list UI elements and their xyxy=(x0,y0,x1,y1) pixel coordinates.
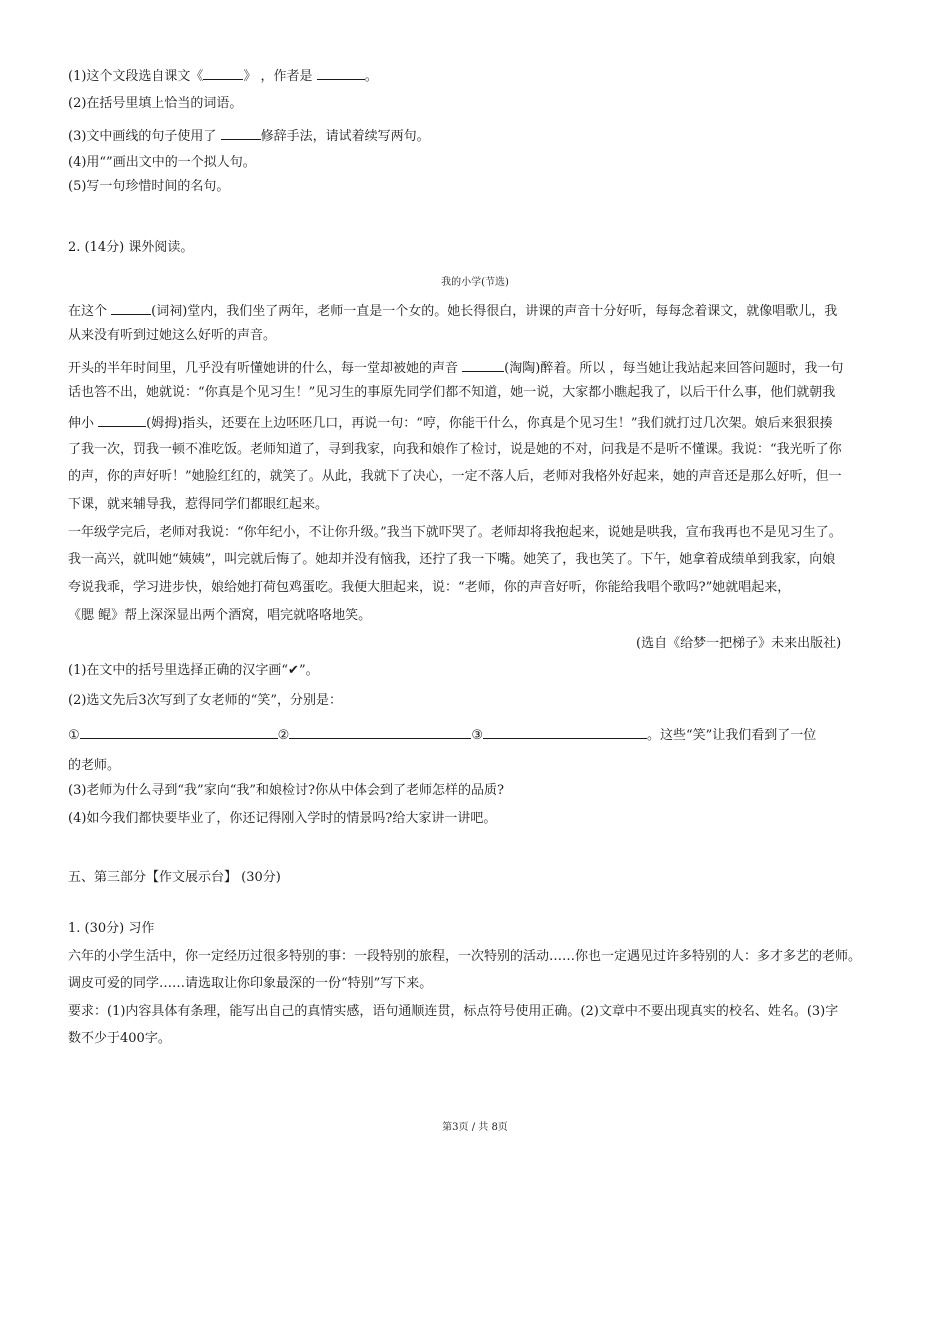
answer-blank[interactable] xyxy=(221,126,261,140)
sub-question-2-end: 的老师。 xyxy=(68,758,121,773)
answer-blank[interactable] xyxy=(289,725,471,739)
page-number: 第3页 / 共 8页 xyxy=(442,1122,508,1133)
essay-question-header: 1. (30分) 习作 xyxy=(68,921,155,936)
answer-blank[interactable] xyxy=(98,413,146,427)
q-prev-item-1 xyxy=(68,66,378,85)
passage-line: 我一高兴，就叫她“姨姨”，叫完就后悔了。她却并没有恼我，还拧了我一下嘴。她笑了，我也笑了。下午，她拿着成绩单到我家，向娘 xyxy=(68,552,836,567)
answer-blank[interactable] xyxy=(483,725,647,739)
q-prev-item-4: (4)用“”画出文中的一个拟人句。 xyxy=(68,155,256,170)
text: (3)文中画线的句子使用了 xyxy=(68,129,221,144)
passage-line: 一年级学完后，老师对我说：“你年纪小，不让你升级。”我当下就吓哭了。老师却将我抱起来，说她是哄我，宣布我再也不是见习生了。 xyxy=(68,525,842,540)
text: (淘陶)醉着。所以 ，每当她让我站起来回答问题时，我一句 xyxy=(504,361,844,376)
answer-blank[interactable] xyxy=(462,358,504,372)
answer-blank[interactable] xyxy=(111,301,151,315)
question-2-header: 2. (14分) 课外阅读。 xyxy=(68,240,194,255)
q-prev-item-5: (5)写一句珍惜时间的名句。 xyxy=(68,179,230,194)
sub-question-2-blanks xyxy=(68,725,816,744)
text: (1)这个文段选自课文《 xyxy=(68,69,204,84)
essay-requirements-line: 要求：(1)内容具体有条理，能写出自己的真情实感，语句通顺连贯，标点符号使用正确。(2)文章中不要出现真实的校名、姓名。(3)字 xyxy=(68,1004,839,1019)
sub-question-4: (4)如今我们都快要毕业了，你还记得刚入学时的情景吗?给大家讲一讲吧。 xyxy=(68,811,497,826)
passage-title: 我的小学(节选) xyxy=(441,277,509,288)
passage-line: 从来没有听到过她这么好听的声音。 xyxy=(68,328,277,343)
sub-question-2: (2)选文先后3次写到了女老师的“笑”，分别是： xyxy=(68,693,342,708)
text: 》 ，作者是 xyxy=(243,69,317,84)
text: 。 xyxy=(364,69,378,84)
passage-line: 下课，就来辅导我，惹得同学们都眼红起来。 xyxy=(68,497,329,512)
passage-line xyxy=(68,413,833,432)
passage-line: 夸说我乖，学习进步快，娘给她打荷包鸡蛋吃。我便大胆起来，说：“老师，你的声音好听，你能给我唱个歌吗?”她就唱起来， xyxy=(68,580,791,595)
section-5-header: 五、第三部分【作文展示台】 (30分) xyxy=(68,870,281,885)
text: 修辞手法，请试着续写两句。 xyxy=(260,129,430,144)
text: 。这些“笑”让我们看到了一位 xyxy=(646,728,817,743)
answer-blank[interactable] xyxy=(203,66,243,80)
passage-line: 的声，你的声好听！”她脸红红的，就笑了。从此，我就下了决心，一定不落人后，老师对我格外好起来，她的声音还是那么好听，但一 xyxy=(68,469,842,484)
passage-line: 话也答不出，她就说：“你真是个见习生！”见习生的事原先同学们都不知道，她一说，大家都小瞧起我了，以后干什么事，他们就朝我 xyxy=(68,385,836,400)
q-prev-item-2: (2)在括号里填上恰当的词语。 xyxy=(68,96,243,111)
essay-requirements-line: 数不少于400字。 xyxy=(68,1031,171,1046)
circled-number: ③ xyxy=(471,728,483,743)
answer-blank[interactable] xyxy=(317,66,365,80)
passage-source: (选自《给梦一把梯子》未来出版社) xyxy=(636,636,842,651)
passage-line: 《腮 鲲》帮上深深显出两个酒窝，唱完就咯咯地笑。 xyxy=(68,608,372,623)
q-prev-item-3 xyxy=(68,126,430,145)
text: (姆拇)指头，还要在上边呸呸几口，再说一句：“哼，你能干什么，你真是个见习生！”我们就打过几次架。娘后来狠狠揍 xyxy=(146,416,833,431)
passage-line xyxy=(68,358,843,377)
essay-prompt-line: 六年的小学生活中，你一定经历过很多特别的事：一段特别的旅程，一次特别的活动……你也一定遇见过许多特别的人：多才多艺的老师。 xyxy=(68,949,862,964)
sub-question-3: (3)老师为什么寻到“我”家向“我”和娘检讨?你从中体会到了老师怎样的品质? xyxy=(68,783,504,798)
text: 在这个 xyxy=(68,304,112,319)
passage-line: 了我一次，罚我一顿不准吃饭。老师知道了，寻到我家，向我和娘作了检讨，说是她的不对，问我是不是听不懂课。我说：“我光听了你 xyxy=(68,442,842,457)
essay-prompt-line: 调皮可爱的同学……请选取让你印象最深的一份“特别”写下来。 xyxy=(68,976,433,991)
circled-number: ② xyxy=(277,728,290,743)
text: 开头的半年时间里，几乎没有听懂她讲的什么，每一堂却被她的声音 xyxy=(68,361,463,376)
answer-blank[interactable] xyxy=(80,725,278,739)
sub-question-1: (1)在文中的括号里选择正确的汉字画“✔”。 xyxy=(68,663,319,678)
circled-number: ① xyxy=(68,728,80,743)
text: 伸小 xyxy=(68,416,99,431)
passage-line xyxy=(68,301,837,320)
text: (词祠)堂内，我们坐了两年，老师一直是一个女的。她长得很白，讲课的声音十分好听，每每念着课文，就像唱歌儿，我 xyxy=(151,304,838,319)
